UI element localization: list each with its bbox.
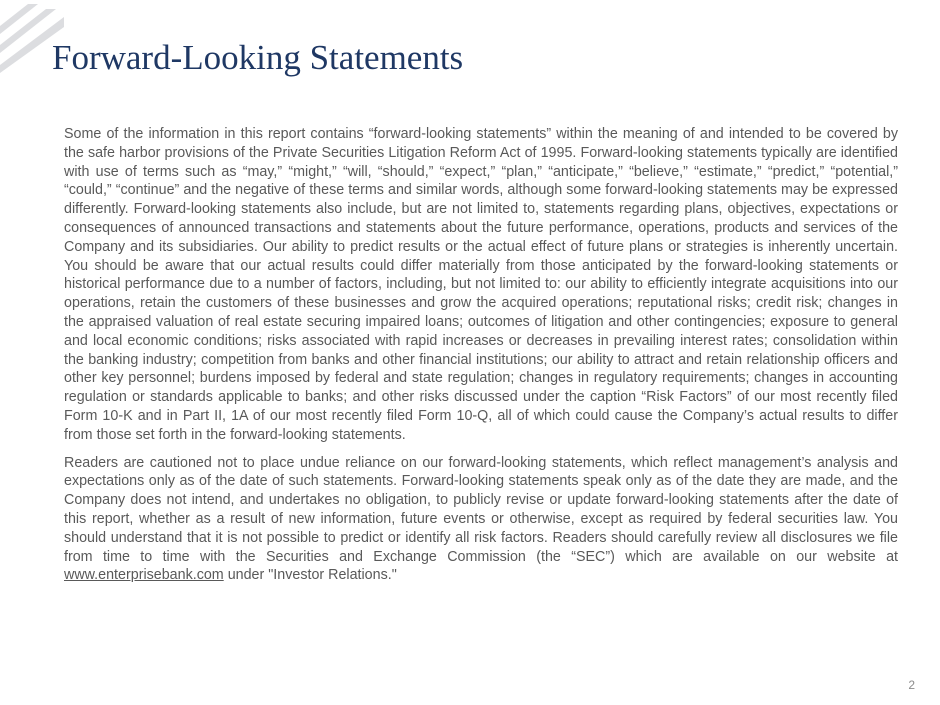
website-link[interactable]: www.enterprisebank.com	[64, 567, 224, 584]
paragraph-readers-cautioned-text: Readers are cautioned not to place undue reliance on our forward-looking statements, which reflect management’s analysis and expectations only as of the date of such statements. Forward-looking statements speak only as of the date they are made, and the Company does not intend, and undertakes no obligation, to publicly revise or update forward-looking statements after the date of this report, whether as a result of new information, future events or otherwise, except as required by federal securities law. You should understand that it is not possible to predict or identify all risk factors. Readers should carefully review all disclosures we file from time to time with the Securities and Exchange Commission (the “SEC”) which are available on our website at	[64, 454, 898, 565]
page-number: 2	[908, 678, 915, 692]
paragraph-readers-cautioned-suffix: under "Investor Relations."	[223, 567, 397, 584]
body-text	[64, 125, 898, 585]
paragraph-readers-cautioned	[64, 454, 898, 586]
paragraph-forward-looking: Some of the information in this report contains “forward-looking statements” within the meaning of and intended to be covered by the safe harbor provisions of the Private Securities Litigation Reform Act of 1995. Forward-looking statements typically are identified with use of terms such as “may,” “might,” “will, “should,” “expect,” “plan,” “anticipate,” “believe,” “estimate,” “predict,” “potential,” “could,” “continue” and the negative of these terms and similar words, although some forward-looking statements may be expressed differently. Forward-looking statements also include, but are not limited to, statements regarding plans, objectives, expectations or consequences of announced transactions and statements about the future performance, operations, products and services of the Company and its subsidiaries. Our ability to predict results or the actual effect of future plans or strategies is inherently uncertain. You should be aware that our actual results could differ materially from those anticipated by the forward-looking statements or historical performance due to a number of factors, including, but not limited to: our ability to efficiently integrate acquisitions into our operations, retain the customers of these businesses and grow the acquired operations; reputational risks; credit risk; changes in the appraised valuation of real estate securing impaired loans; outcomes of litigation and other contingencies; exposure to general and local economic conditions; risks associated with rapid increases or decreases in prevailing interest rates; consolidation within the banking industry; competition from banks and other financial institutions; our ability to attract and retain relationship officers and other key personnel; burdens imposed by federal and state regulation; changes in regulatory requirements; changes in accounting regulation or standards applicable to banks; and other risks discussed under the caption “Risk Factors” of our most recently filed Form 10-K and in Part II, 1A of our most recently filed Form 10-Q, all of which could cause the Company’s actual results to differ from those set forth in the forward-looking statements.	[64, 126, 898, 443]
page-title: Forward-Looking Statements	[52, 38, 464, 77]
